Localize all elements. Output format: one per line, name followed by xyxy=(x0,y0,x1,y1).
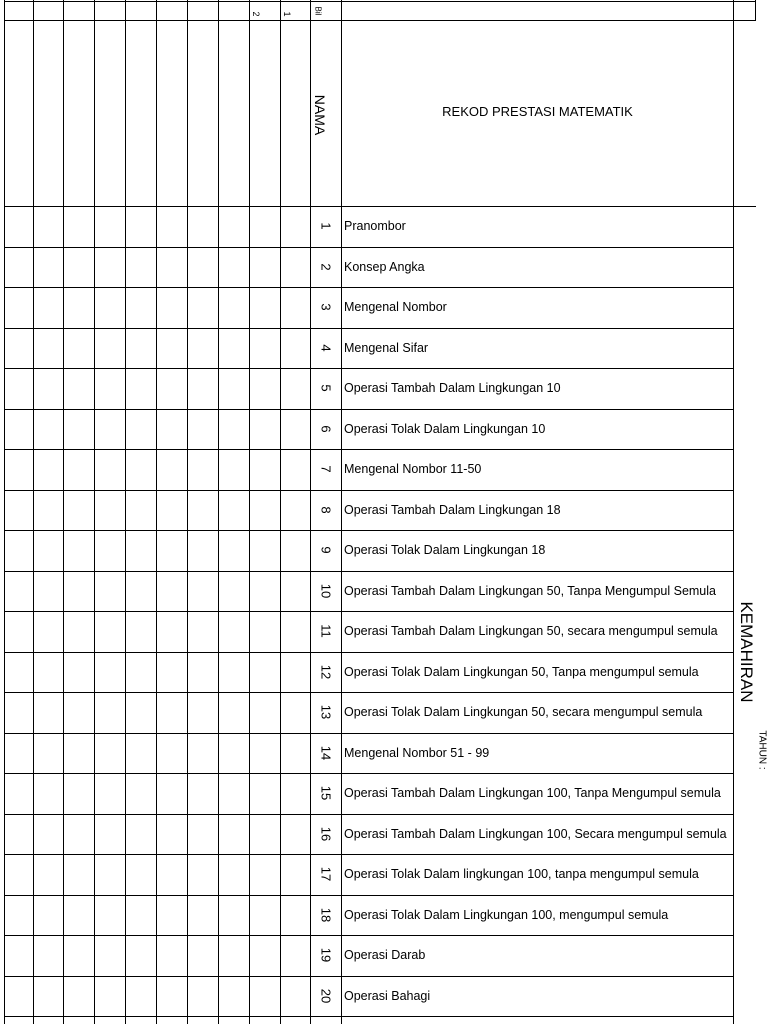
grid-vline xyxy=(33,0,34,1024)
grid-vline xyxy=(310,0,311,1024)
skill-number: 14 xyxy=(318,745,334,760)
grid-vline xyxy=(341,0,342,1024)
grid-hline xyxy=(4,206,756,207)
grid-hline xyxy=(4,652,734,653)
bil-header: Bil xyxy=(313,6,323,16)
skill-label: Operasi Tolak Dalam Lingkungan 50, Tanpa mengumpul semula xyxy=(344,664,699,679)
skill-label: Operasi Tambah Dalam Lingkungan 50, secara mengumpul semula xyxy=(344,624,718,639)
grid-vline xyxy=(249,0,250,1024)
grid-hline xyxy=(4,773,734,774)
skill-number: 5 xyxy=(318,384,334,392)
skill-number: 19 xyxy=(318,948,334,963)
skill-label: Operasi Tolak Dalam Lingkungan 18 xyxy=(344,543,546,558)
skill-label: Operasi Tambah Dalam Lingkungan 100, Tanpa Mengumpul semula xyxy=(344,786,721,801)
skill-label: Operasi Bahagi xyxy=(344,988,431,1003)
column-number-2: 2 xyxy=(251,11,261,17)
skill-label: Operasi Darab xyxy=(344,948,426,963)
skills-side-label: KEMAHIRAN xyxy=(737,601,756,703)
skill-number: 13 xyxy=(318,705,334,720)
skill-number: 15 xyxy=(318,786,334,801)
skill-label: Mengenal Nombor 51 - 99 xyxy=(344,745,490,760)
grid-hline xyxy=(4,895,734,896)
skill-label: Operasi Tambah Dalam Lingkungan 100, Secara mengumpul semula xyxy=(344,826,727,841)
grid-vline xyxy=(125,0,126,1024)
grid-hline xyxy=(4,935,734,936)
skill-number: 3 xyxy=(318,303,334,311)
grid-hline xyxy=(4,1016,734,1017)
grid-hline xyxy=(4,20,756,21)
skill-label: Mengenal Sifar xyxy=(344,340,429,355)
grid-vline xyxy=(63,0,64,1024)
skill-number: 18 xyxy=(318,907,334,922)
grid-vline xyxy=(4,0,5,1024)
skill-label: Konsep Angka xyxy=(344,259,425,274)
skill-number: 11 xyxy=(318,624,334,638)
year-label: TAHUN : xyxy=(756,730,768,770)
document-title: REKOD PRESTASI MATEMATIK xyxy=(442,104,633,119)
skill-number: 6 xyxy=(318,425,334,433)
grid-hline xyxy=(4,854,734,855)
skill-label: Mengenal Nombor xyxy=(344,300,447,315)
grid-vline xyxy=(733,0,734,1024)
grid-hline xyxy=(4,287,734,288)
grid-vline xyxy=(280,0,281,1024)
grid-hline xyxy=(4,368,734,369)
grid-hline xyxy=(4,1,756,2)
grid-hline xyxy=(4,449,734,450)
skill-number: 10 xyxy=(318,583,334,598)
grid-hline xyxy=(4,247,734,248)
skill-label: Operasi Tambah Dalam Lingkungan 18 xyxy=(344,502,561,517)
skill-number: 20 xyxy=(318,988,334,1003)
skill-number: 16 xyxy=(318,826,334,841)
grid-hline xyxy=(4,814,734,815)
skill-label: Operasi Tolak Dalam lingkungan 100, tanpa mengumpul semula xyxy=(344,867,699,882)
grid-vline xyxy=(94,0,95,1024)
grid-vline xyxy=(218,0,219,1024)
grid-hline xyxy=(4,611,734,612)
skill-number: 7 xyxy=(318,465,334,473)
grid-hline xyxy=(4,976,734,977)
skill-label: Operasi Tolak Dalam Lingkungan 100, mengumpul semula xyxy=(344,907,669,922)
grid-hline xyxy=(4,733,734,734)
skill-number: 4 xyxy=(318,344,334,352)
grid-vline xyxy=(156,0,157,1024)
grid-hline xyxy=(4,530,734,531)
grid-hline xyxy=(4,328,734,329)
skill-number: 9 xyxy=(318,546,334,554)
skill-number: 1 xyxy=(318,222,334,230)
grid-hline xyxy=(4,571,734,572)
skill-number: 2 xyxy=(318,263,334,271)
skill-label: Operasi Tambah Dalam Lingkungan 10 xyxy=(344,381,561,396)
grid-vline xyxy=(755,0,756,21)
skill-label: Mengenal Nombor 11-50 xyxy=(344,462,482,477)
skill-label: Pranombor xyxy=(344,219,406,234)
skill-label: Operasi Tolak Dalam Lingkungan 50, secara mengumpul semula xyxy=(344,705,703,720)
grid-hline xyxy=(4,409,734,410)
grid-vline xyxy=(187,0,188,1024)
skill-number: 17 xyxy=(318,867,334,882)
grid-hline xyxy=(4,490,734,491)
skill-number: 12 xyxy=(318,664,334,679)
grid-hline xyxy=(4,692,734,693)
skill-number: 8 xyxy=(318,506,334,514)
name-column-header: NAMA xyxy=(312,94,328,136)
skill-label: Operasi Tambah Dalam Lingkungan 50, Tanpa Mengumpul Semula xyxy=(344,583,716,598)
column-number-1: 1 xyxy=(282,11,292,17)
skill-label: Operasi Tolak Dalam Lingkungan 10 xyxy=(344,421,546,436)
